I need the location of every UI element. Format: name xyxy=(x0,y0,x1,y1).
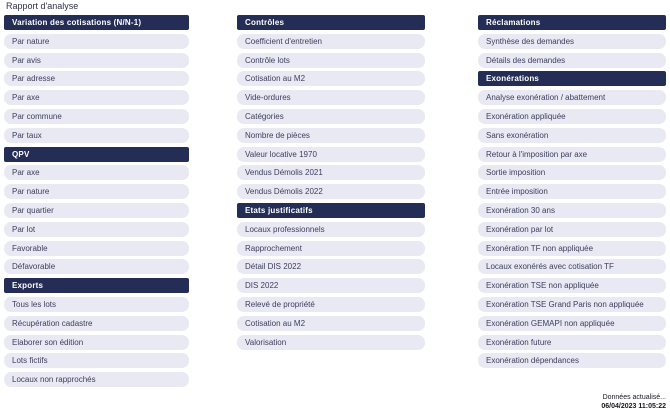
menu-item-par-avis[interactable]: Par avis xyxy=(4,53,189,68)
menu-item-locaux-non-rapproches[interactable]: Locaux non rapprochés xyxy=(4,372,189,387)
menu-item-detail-dis-2022[interactable]: Détail DIS 2022 xyxy=(237,259,425,274)
menu-item-retour-a-l-imposition-par-axe[interactable]: Retour à l'imposition par axe xyxy=(478,147,666,162)
menu-item-vide-ordures[interactable]: Vide-ordures xyxy=(237,90,425,105)
menu-item-par-axe[interactable]: Par axe xyxy=(4,90,189,105)
menu-item-cotisation-au-m2[interactable]: Cotisation au M2 xyxy=(237,316,425,331)
menu-item-nombre-de-pieces[interactable]: Nombre de pièces xyxy=(237,128,425,143)
menu-item-exoneration-gemapi-non-appliquee[interactable]: Exonération GEMAPI non appliquée xyxy=(478,316,666,331)
menu-item-locaux-professionnels[interactable]: Locaux professionnels xyxy=(237,222,425,237)
section-header-controles: Contrôles xyxy=(237,15,425,30)
menu-item-exoneration-dependances[interactable]: Exonération dépendances xyxy=(478,353,666,368)
menu-item-coefficient-d-entretien[interactable]: Coefficient d'entretien xyxy=(237,34,425,49)
section-header-reclamations: Réclamations xyxy=(478,15,666,30)
menu-item-recuperation-cadastre[interactable]: Récupération cadastre xyxy=(4,316,189,331)
menu-item-entree-imposition[interactable]: Entrée imposition xyxy=(478,184,666,199)
menu-item-defavorable[interactable]: Défavorable xyxy=(4,259,189,274)
menu-item-elaborer-son-edition[interactable]: Elaborer son édition xyxy=(4,335,189,350)
page-title: Rapport d'analyse xyxy=(6,1,79,11)
menu-item-par-nature[interactable]: Par nature xyxy=(4,184,189,199)
menu-item-details-des-demandes[interactable]: Détails des demandes xyxy=(478,53,666,68)
section-header-exonerations: Exonérations xyxy=(478,71,666,86)
menu-item-par-axe[interactable]: Par axe xyxy=(4,165,189,180)
data-updated-label: Données actualisé... xyxy=(602,394,666,401)
menu-item-dis-2022[interactable]: DIS 2022 xyxy=(237,278,425,293)
menu-item-cotisation-au-m2[interactable]: Cotisation au M2 xyxy=(237,71,425,86)
menu-item-vendus-demolis-2022[interactable]: Vendus Démolis 2022 xyxy=(237,184,425,199)
section-header-variation-des-cotisations-n-n-1: Variation des cotisations (N/N-1) xyxy=(4,15,189,30)
menu-item-par-commune[interactable]: Par commune xyxy=(4,109,189,124)
menu-item-categories[interactable]: Catégories xyxy=(237,109,425,124)
section-header-etats-justificatifs: Etats justificatifs xyxy=(237,203,425,218)
menu-column-right xyxy=(478,15,666,372)
menu-item-par-nature[interactable]: Par nature xyxy=(4,34,189,49)
menu-item-vendus-demolis-2021[interactable]: Vendus Démolis 2021 xyxy=(237,165,425,180)
menu-item-favorable[interactable]: Favorable xyxy=(4,241,189,256)
menu-item-locaux-exoneres-avec-cotisation-tf[interactable]: Locaux exonérés avec cotisation TF xyxy=(478,259,666,274)
section-header-qpv: QPV xyxy=(4,147,189,162)
menu-item-exoneration-tse-grand-paris-non-appliquee[interactable]: Exonération TSE Grand Paris non appliquée xyxy=(478,297,666,312)
section-header-exports: Exports xyxy=(4,278,189,293)
menu-item-lots-fictifs[interactable]: Lots fictifs xyxy=(4,353,189,368)
menu-column-middle xyxy=(237,15,425,353)
menu-item-releve-de-propriete[interactable]: Relevé de propriété xyxy=(237,297,425,312)
menu-item-exoneration-30-ans[interactable]: Exonération 30 ans xyxy=(478,203,666,218)
menu-item-sortie-imposition[interactable]: Sortie imposition xyxy=(478,165,666,180)
menu-item-exoneration-future[interactable]: Exonération future xyxy=(478,335,666,350)
menu-item-par-lot[interactable]: Par lot xyxy=(4,222,189,237)
menu-item-rapprochement[interactable]: Rapprochement xyxy=(237,241,425,256)
menu-item-par-adresse[interactable]: Par adresse xyxy=(4,71,189,86)
menu-item-exoneration-par-lot[interactable]: Exonération par lot xyxy=(478,222,666,237)
data-updated-footer xyxy=(601,393,666,411)
menu-item-exoneration-appliquee[interactable]: Exonération appliquée xyxy=(478,109,666,124)
menu-item-par-taux[interactable]: Par taux xyxy=(4,128,189,143)
menu-item-valeur-locative-1970[interactable]: Valeur locative 1970 xyxy=(237,147,425,162)
menu-item-exoneration-tf-non-appliquee[interactable]: Exonération TF non appliquée xyxy=(478,241,666,256)
menu-item-analyse-exoneration-abattement[interactable]: Analyse exonération / abattement xyxy=(478,90,666,105)
menu-item-sans-exoneration[interactable]: Sans exonération xyxy=(478,128,666,143)
menu-item-valorisation[interactable]: Valorisation xyxy=(237,335,425,350)
data-updated-datetime: 06/04/2023 11:05:22 xyxy=(601,403,666,410)
menu-item-par-quartier[interactable]: Par quartier xyxy=(4,203,189,218)
menu-item-tous-les-lots[interactable]: Tous les lots xyxy=(4,297,189,312)
menu-column-left xyxy=(4,15,189,391)
menu-item-synthese-des-demandes[interactable]: Synthèse des demandes xyxy=(478,34,666,49)
menu-item-controle-lots[interactable]: Contrôle lots xyxy=(237,53,425,68)
menu-item-exoneration-tse-non-appliquee[interactable]: Exonération TSE non appliquée xyxy=(478,278,666,293)
